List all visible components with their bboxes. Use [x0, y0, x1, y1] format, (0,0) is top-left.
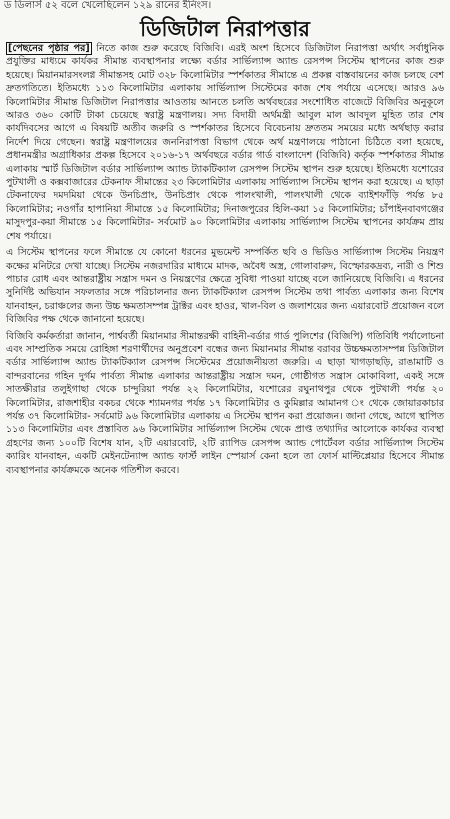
continued-from-label: [পেছনের পৃষ্ঠার পর] [8, 43, 90, 54]
article-body [6, 42, 444, 477]
paragraph-2: এ সিস্টেম স্থাপনের ফলে সীমান্তে যে কোনো ধরনের মুভমেন্ট সম্পর্কিত ছবি ও ভিডিও সার্ভিল্যান্স সিস্টেম নিয়ন্ত্রণ কক্ষের মনিটরে দেখা যাচ্ছে। সিস্টেম নজরদারির মাধ্যমে মাদক, অবৈধ অস্ত্র, গোলাবারুদ, বিস্ফোরকদ্রব্য, নারী ও শিশু পাচার রোধ এবং আন্তরাষ্ট্রীয় সন্ত্রাস দমন ও নিয়ন্ত্রণের ক্ষেত্রে সুবিধা পাওয়া যাচ্ছে বলে জানিয়েছে বিজিবি। এ ধরনের সুনির্দিষ্ট অভিযান সফলতার সঙ্গে পরিচালনার জন্য ট্যাকটিক্যাল রেসপন্স সিস্টেম তথা পার্বত্য এলাকার জন্য বিশেষ যানবাহন, চরাঞ্চলের জন্য উচ্চ ক্ষমতাসম্পন্ন ট্রাক্টর এবং হাওর, খাল-বিল ও জলাশয়ের জন্য এয়ারবোট প্রয়োজন বলে বিজিবির পক্ষ থেকে জানানো হয়েছে। [6, 247, 444, 326]
paragraph-text: নিতে কাজ শুরু করেছে বিজিবি। এরই অংশ হিসেবে ডিজিটাল নিরাপত্তা অর্থাৎ সর্বাধুনিক প্রযুক্তির মাধ্যমে কার্যকর সীমান্ত ব্যবস্থাপনার লক্ষ্যে বর্ডার সার্ভিল্যান্স অ্যান্ড রেসপন্স সিস্টেম স্থাপনের কাজ শুরু হয়েছে। মিয়ানমারসংলগ্ন সীমান্তসহ মোট ৩২৮ কিলোমিটার স্পর্শকাতর সীমান্তে এ প্রকল্প বাস্তবায়নের কাজ চলছে বেশ দ্রুতগতিতে। ইতিমধ্যে ১১৩ কিলোমিটার এলাকায় সার্ভিল্যান্স সিস্টেমের কাজ শেষ পর্যায়ে এসেছে। আরও ৯৬ কিলোমিটার সীমান্ত ডিজিটাল নিরাপত্তার আওতায় আনতে চলতি অর্থবছরের সংশোধিত বাজেটে বিজিবির অনুকূলে আরও ৩৬০ কোটি টাকা চেয়েছে স্বরাষ্ট্র মন্ত্রণালয়। সদ্য বিদায়ী অর্থমন্ত্রী আবুল মাল আবদুল মুহিত তার শেষ কার্যদিবসের আগে এ বিষয়টি অতীব জরুরি ও স্পর্শকাতর হিসেবে বিবেচনায় দ্রুততম সময়ের মধ্যে অর্থছাড় করার নির্দেশ দিয়ে গেছেন। স্বরাষ্ট্র মন্ত্রণালয়ের জননিরাপত্তা বিভাগ থেকে অর্থ মন্ত্রণালয়ে পাঠানো চিঠিতে বলা হয়েছে, প্রধানমন্ত্রীর অগ্রাধিকার প্রকল্প হিসেবে ২০১৬-১৭ অর্থবছরে বর্ডার গার্ড বাংলাদেশ (বিজিবি) কর্তৃক স্পর্শকাতর সীমান্ত এলাকায় স্মার্ট ডিজিটাল বর্ডার সার্ভিল্যান্স অ্যান্ড ট্যাকটিক্যাল রেসপন্স সিস্টেম স্থাপন শুরু হয়েছে। ইতিমধ্যে যশোরের পুটখালী ও কক্সবাজারের টেকনাফ সীমান্তের ২৩ কিলোমিটার এলাকায় সার্ভিল্যান্স সিস্টেম স্থাপন করা হয়েছে। এ ছাড়া টেকনাফের দমদমিয়া থেকে উনচিপ্রাং, উনচিপ্রাং থেকে পালংখালী, পালংখালী থেকে ব্যাইশফাঁড়ি পর্যন্ত ৮৫ কিলোমিটার; নওগাঁর হাপানিয়া সীমান্তে ১৫ কিলোমিটার; দিনাজপুরের হিলি-কয়া ১৫ কিলোমিটার; চাঁপাইনবাবগঞ্জের মাসুদপুর-কয়া সীমান্তে ১৫ কিলোমিটার- সর্বমোট ৯০ কিলোমিটার এলাকায় সার্ভিল্যান্স সিস্টেম স্থাপনের কার্যক্রম প্রায় শেষ পর্যায়ে। [6, 43, 444, 242]
paragraph-1 [6, 42, 444, 243]
article-title: ডিজিটাল নিরাপত্তার [140, 17, 310, 41]
previous-article-fragment: ড ডিলার্স ৫২ বলে খেলেছিলেন ১২৯ রানের ইনিংস। [4, 0, 212, 11]
paragraph-3: বিজিবি কর্মকর্তারা জানান, পার্শ্ববর্তী মিয়ানমার সীমান্তরক্ষী বাহিনী-বর্ডার গার্ড পুলিশের (বিজিপি) গতিবিধি পর্যালোচনা এবং সাম্প্রতিক সময়ে রোহিঙ্গা শরণার্থীদের অনুপ্রবেশ বন্ধের জন্য মিয়ানমার সীমান্ত বরাবর উচ্চক্ষমতাসম্পন্ন ডিজিটাল বর্ডার সার্ভিল্যান্স অ্যান্ড ট্যাকটিক্যাল রেসপন্স সিস্টেমের প্রয়োজনীয়তা জরুরি। এ ছাড়া খাগড়াছড়ি, রাঙামাটি ও বান্দরবানের গহিন দুর্গম পার্বত্য সীমান্ত এলাকার আন্তরাষ্ট্রীয় সন্ত্রাস দমন, গোষ্ঠীগত সন্ত্রাস মোকাবিলা, একই সঙ্গে সাতক্ষীরার তলুইগাছা থেকে চান্দুরিয়া পর্যন্ত ২২ কিলোমিটার, যশোরের রঘুনাথপুর থেকে পুটখালী পর্যন্ত ২০ কিলোমিটার, রাজশাহীর বকচর থেকে শ্যামনগর পর্যন্ত ১৭ কিলোমিটার ও কুমিল্লার আমানগ ং থেকে জোয়ারকাচার পর্যন্ত ৩৭ কিলোমিটার- সর্বমোট ৯৬ কিলোমিটার এলাকায় এ সিস্টেম স্থাপন করা প্রয়োজন। জানা গেছে, আগে স্থাপিত ১১৩ কিলোমিটার এবং প্রস্তাবিত ৯৬ কিলোমিটার সার্ভিল্যান্স সিস্টেম থেকে প্রাপ্ত তথ্যাদির আলোকে কার্যকর ব্যবস্থা গ্রহণের জন্য ১০০টি বিশেষ যান, ২টি এয়ারবোট, ২টি র‍্যাপিড রেসপন্স অ্যান্ড পোর্টেবল বর্ডার সার্ভিল্যান্স সিস্টেম ক্যারিং যানবাহন, একটি মেইনটেন্যান্স অ্যান্ড ফার্স্ট লাইন স্পেয়ার্স কেনা হলে তা ফোর্স মাল্টিপ্লেয়ার হিসেবে সীমান্ত ব্যবস্থাপনার কার্যক্রমকে অনেক গতিশীল করবে। [6, 330, 444, 476]
